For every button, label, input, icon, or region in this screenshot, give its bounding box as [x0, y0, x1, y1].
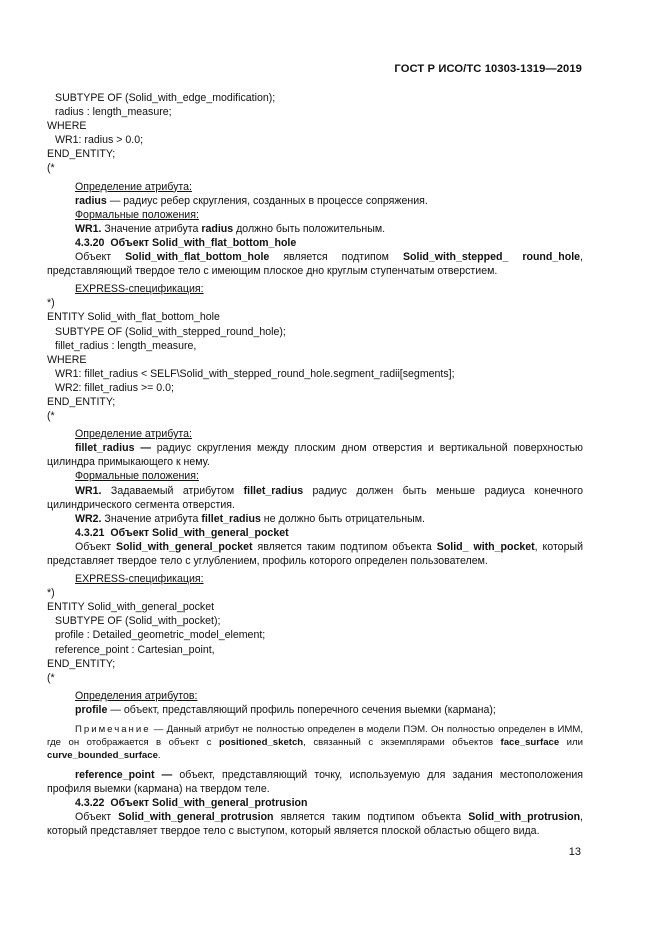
- formal-heading: Формальные положения:: [75, 208, 199, 221]
- note-term: positioned_sketch: [218, 737, 304, 749]
- attribute-definition: [47, 768, 583, 796]
- attribute-definition: [47, 703, 583, 717]
- note: [47, 723, 583, 762]
- code-line: END_ENTITY;: [47, 148, 116, 161]
- section-number: 4.3.22: [75, 797, 105, 810]
- attribute-text: — радиус ребер скругления, созданных в процессе сопряжения.: [106, 194, 428, 207]
- code-line: END_ENTITY;: [47, 657, 116, 670]
- object-name: Solid_with_flat_bottom_hole: [125, 251, 270, 264]
- section-heading-4-3-22: [47, 796, 583, 810]
- rule-text: [47, 484, 583, 512]
- section-title: Объект Solid_with_general_pocket: [110, 526, 289, 539]
- section-paragraph: [47, 250, 583, 278]
- rule-term: WR2.: [75, 512, 102, 525]
- note-text: , связанный с экземплярами объектов: [303, 737, 501, 749]
- code-line: *): [47, 297, 55, 310]
- rule-text-part: не должно быть отрицательным.: [260, 512, 425, 525]
- paragraph-part: является таким подтипом объекта: [273, 811, 469, 824]
- formal-heading: Формальные положения:: [75, 470, 199, 483]
- paragraph-part: , который представляет твердое тело с углублением, профиль которого определен пользователем.: [47, 540, 583, 567]
- object-name: Solid_ with_pocket: [436, 540, 535, 553]
- attribute-definition: [47, 194, 583, 208]
- attribute-text: радиус скругления между плоским дном отверстия и вертикальной поверхностью цилиндра примыкающего к нему.: [47, 442, 584, 469]
- express-heading: EXPRESS-спецификация:: [75, 573, 204, 586]
- object-name: Solid_with_stepped_ round_hole: [402, 251, 581, 264]
- code-line: WR1: fillet_radius < SELF\Solid_with_stepped_round_hole.segment_radii[segments];: [55, 367, 455, 380]
- rule-text-part: радиус должен быть меньше радиуса конечного цилиндрического сегмента отверстия.: [47, 484, 583, 511]
- code-line: *): [47, 587, 55, 600]
- section-heading-4-3-20: [47, 236, 583, 250]
- section-number: 4.3.20: [75, 236, 105, 249]
- section-number: 4.3.21: [75, 526, 105, 539]
- note-text: — Данный атрибут не полностью определен в модели ПЭМ. Он полностью определен в ИММ, где он отображается в объект с: [47, 724, 583, 749]
- code-line: WHERE: [47, 353, 87, 366]
- code-line: ENTITY Solid_with_flat_bottom_hole: [47, 311, 220, 324]
- section-title: Объект Solid_with_flat_bottom_hole: [110, 236, 297, 249]
- rule-term: WR1.: [75, 484, 102, 497]
- note-text: или: [559, 737, 584, 749]
- rule-attr: radius: [201, 222, 234, 235]
- code-line: reference_point : Cartesian_point,: [55, 643, 215, 656]
- code-line: (*: [47, 671, 55, 684]
- section-heading-4-3-21: [47, 526, 583, 540]
- paragraph-part: , который представляет твердое тело с выступом, который является плоской областью общего вида.: [47, 811, 583, 838]
- code-line: radius : length_measure;: [55, 106, 172, 119]
- rule-text-part: Значение атрибута: [101, 222, 202, 235]
- document-header: ГОСТ Р ИСО/ТС 10303-1319—2019: [394, 63, 582, 75]
- page-number: 13: [568, 846, 581, 858]
- code-line: WR2: fillet_radius >= 0.0;: [55, 381, 174, 394]
- express-heading: EXPRESS-спецификация:: [75, 283, 204, 296]
- code-line: (*: [47, 162, 55, 175]
- attribute-term: reference_point —: [75, 769, 173, 782]
- note-term: face_surface: [500, 737, 560, 749]
- object-name: Solid_with_general_protrusion: [118, 811, 274, 824]
- code-line: WHERE: [47, 120, 87, 133]
- attribute-heading: Определения атрибутов:: [75, 689, 198, 702]
- attribute-term: fillet_radius —: [75, 442, 151, 455]
- code-line: END_ENTITY;: [47, 395, 116, 408]
- rule-attr: fillet_radius: [243, 484, 304, 497]
- object-name: Solid_with_general_pocket: [116, 540, 253, 553]
- rule-text: [47, 222, 583, 236]
- paragraph-part: является подтипом: [269, 251, 403, 264]
- section-paragraph: [47, 540, 583, 568]
- section-title: Объект Solid_with_general_protrusion: [110, 797, 308, 810]
- code-line: ENTITY Solid_with_general_pocket: [47, 601, 215, 614]
- rule-text-part: Значение атрибута: [101, 512, 202, 525]
- rule-term: WR1.: [75, 222, 102, 235]
- attribute-definition: [47, 441, 583, 469]
- code-line: SUBTYPE OF (Solid_with_edge_modification);: [55, 92, 276, 104]
- paragraph-part: , представляющий твердое тело с имеющим плоское дно круглым ступенчатым отверстием.: [47, 251, 583, 278]
- paragraph-part: Объект: [75, 251, 126, 264]
- document-body: [47, 91, 583, 839]
- attribute-text: объект, представляющий точку, используемую для задания местоположения профиля выемки (кармана) на твердом теле.: [47, 769, 583, 796]
- object-name: Solid_with_protrusion: [468, 811, 581, 824]
- code-line: fillet_radius : length_measure,: [55, 339, 197, 352]
- note-term: curve_bounded_surface: [47, 750, 158, 762]
- rule-text: [47, 512, 583, 526]
- code-line: WR1: radius > 0.0;: [55, 134, 144, 147]
- section-paragraph: [47, 810, 583, 838]
- paragraph-part: Объект: [75, 540, 116, 553]
- attribute-term: radius: [75, 194, 107, 207]
- note-text: .: [157, 750, 161, 762]
- rule-attr: fillet_radius: [201, 512, 261, 525]
- attribute-text: — объект, представляющий профиль поперечного сечения выемки (кармана);: [107, 703, 496, 716]
- attribute-heading: Определение атрибута:: [75, 428, 192, 441]
- paragraph-part: Объект: [75, 811, 119, 824]
- rule-text-part: Задаваемый атрибутом: [101, 484, 244, 497]
- paragraph-part: является таким подтипом объекта: [252, 540, 437, 553]
- code-line: (*: [47, 410, 55, 423]
- attribute-heading: Определение атрибута:: [75, 180, 192, 193]
- code-line: profile : Detailed_geometric_model_element;: [55, 629, 266, 642]
- attribute-term: profile: [75, 703, 108, 716]
- code-line: SUBTYPE OF (Solid_with_pocket);: [55, 615, 221, 628]
- note-label: Примечание: [75, 724, 151, 736]
- code-line: SUBTYPE OF (Solid_with_stepped_round_hole);: [55, 325, 286, 338]
- rule-text-part: должно быть положительным.: [233, 222, 386, 235]
